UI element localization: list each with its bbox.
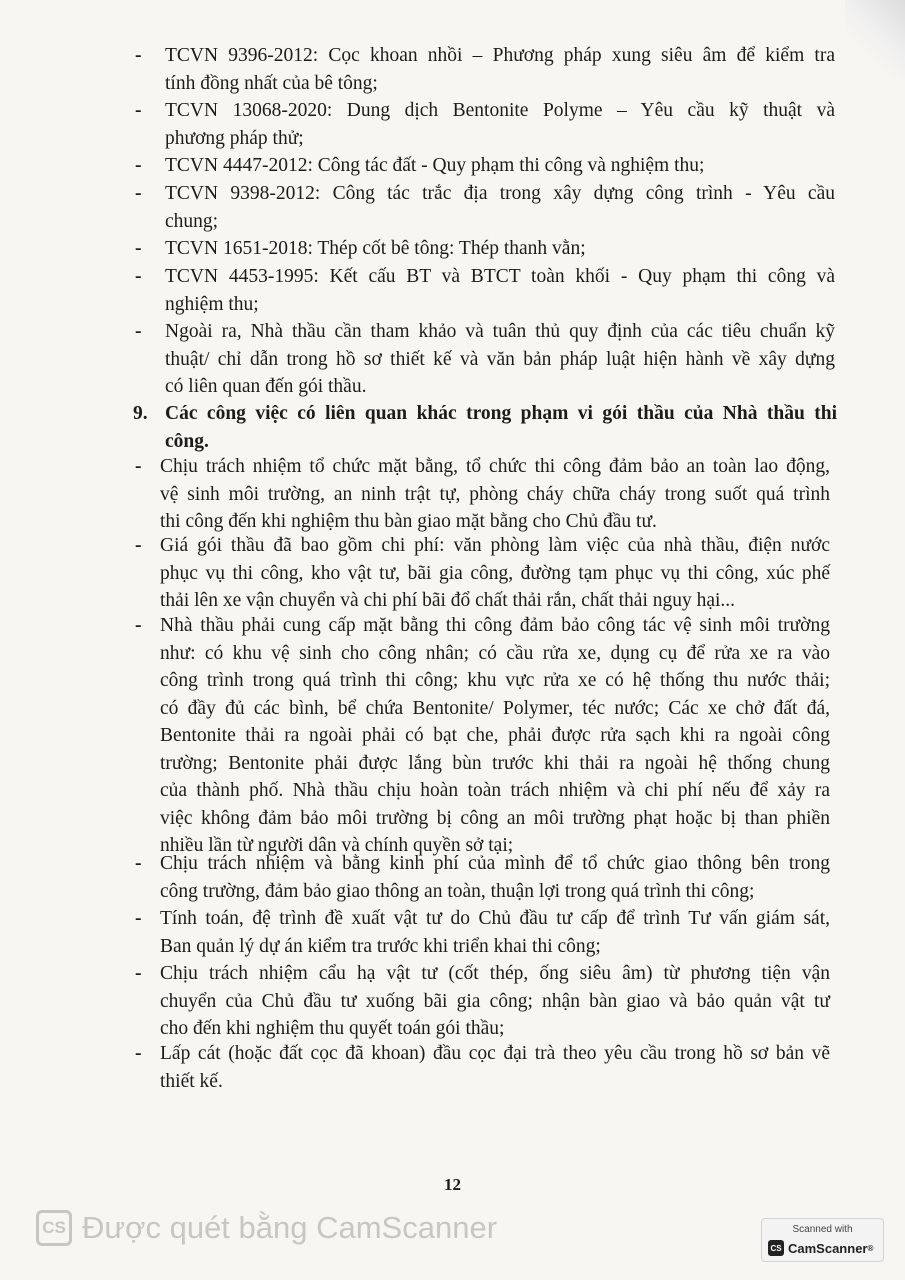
- text-line: chuyển của Chủ đầu tư xuống bãi gia công; nhận bàn giao và bảo quản vật tư: [160, 990, 830, 1012]
- bullet-dash: -: [135, 183, 142, 204]
- text-line: Tính toán, đệ trình đề xuất vật tư do Chủ đầu tư cấp để trình Tư vấn giám sát,: [160, 908, 830, 929]
- list-item-text: [160, 850, 830, 905]
- list-item-text: [165, 180, 835, 235]
- text-line: TCVN 4447-2012: Công tác đất - Quy phạm thi công và nghiệm thu;: [165, 155, 705, 176]
- list-item-text: [165, 152, 835, 180]
- list-item-text: [160, 960, 830, 1043]
- list-item-text: [165, 235, 835, 263]
- camscanner-watermark: [36, 1208, 497, 1248]
- bullet-dash: -: [135, 100, 142, 121]
- text-line: Chịu trách nhiệm và bằng kinh phí của mình để tổ chức giao thông bên trong: [160, 853, 830, 874]
- badge-trademark: ®: [867, 1243, 874, 1253]
- text-line: Lấp cát (hoặc đất cọc đã khoan) đầu cọc đại trà theo yêu cầu trong hồ sơ bản vẽ: [160, 1043, 830, 1064]
- list-item-text: [165, 263, 835, 318]
- camscanner-logo-icon: CS: [36, 1210, 72, 1246]
- text-line: TCVN 4453-1995: Kết cấu BT và BTCT toàn khối - Quy phạm thi công và: [165, 266, 835, 287]
- bullet-dash: -: [135, 963, 142, 984]
- bullet-dash: -: [135, 238, 142, 259]
- text-line: Chịu trách nhiệm cẩu hạ vật tư (cốt thép, ống siêu âm) từ phương tiện vận: [160, 963, 830, 984]
- list-item-text: [160, 905, 830, 960]
- bullet-dash: -: [135, 456, 142, 477]
- text-line: nghiệm thu;: [165, 293, 259, 315]
- list-item-text: [165, 42, 835, 97]
- scanned-with-badge: [761, 1218, 884, 1262]
- bullet-dash: -: [135, 321, 142, 342]
- badge-caption: Scanned with: [792, 1224, 853, 1235]
- text-line: Ban quản lý dự án kiểm tra trước khi triển khai thi công;: [160, 935, 601, 957]
- text-line: cho đến khi nghiệm thu quyết toán gói thầu;: [160, 1018, 505, 1039]
- badge-brand: [768, 1240, 873, 1256]
- bullet-dash: -: [135, 853, 142, 874]
- badge-name: CamScanner: [788, 1240, 868, 1256]
- bullet-dash: -: [135, 615, 142, 636]
- text-line: Giá gói thầu đã bao gồm chi phí: văn phòng làm việc của nhà thầu, điện nước: [160, 535, 830, 556]
- list-item-text: [165, 97, 835, 152]
- bullet-dash: -: [135, 535, 142, 556]
- bullet-dash: -: [135, 266, 142, 287]
- text-line: TCVN 1651-2018: Thép cốt bê tông: Thép thanh vằn;: [165, 238, 586, 259]
- text-line: phương pháp thử;: [165, 127, 304, 149]
- text-line: tính đồng nhất của bê tông;: [165, 72, 378, 94]
- text-line: Chịu trách nhiệm tổ chức mặt bằng, tổ chức thi công đảm bảo an toàn lao động,: [160, 456, 830, 477]
- text-line: công trường, đảm bảo giao thông an toàn, thuận lợi trong quá trình thi công;: [160, 880, 755, 902]
- text-line: thải lên xe vận chuyển và chi phí bãi đổ chất thải rắn, chất thải nguy hại...: [160, 590, 736, 611]
- text-line: chung;: [165, 210, 219, 232]
- camscanner-badge-icon: CS: [768, 1240, 784, 1256]
- text-line: thiết kế.: [160, 1070, 223, 1092]
- section-title-line: Các công việc có liên quan khác trong phạm vi gói thầu của Nhà thầu thi: [165, 403, 837, 424]
- text-line: TCVN 13068-2020: Dung dịch Bentonite Polyme – Yêu cầu kỹ thuật và: [165, 100, 835, 121]
- watermark-text: Được quét bằng CamScanner: [82, 1210, 498, 1245]
- page-number: 12: [444, 1175, 461, 1194]
- list-item-text: [160, 612, 830, 860]
- bullet-dash: -: [135, 45, 142, 66]
- text-line: phục vụ thi công, kho vật tư, bãi gia công, đường tạm phục vụ thi công, xúc phế: [160, 562, 830, 584]
- list-item-text: [165, 318, 835, 401]
- section-title-line: công.: [165, 430, 209, 452]
- text-line: việc không đảm bảo môi trường bị công an môi trường phạt hoặc bị than phiền: [160, 807, 830, 829]
- list-item-text: [160, 453, 830, 536]
- bullet-dash: -: [135, 908, 142, 929]
- text-line: TCVN 9396-2012: Cọc khoan nhồi – Phương pháp xung siêu âm để kiểm tra: [165, 45, 835, 66]
- section-title: [165, 400, 837, 455]
- section-number: 9.: [133, 403, 148, 424]
- text-line: như: có khu vệ sinh cho công nhân; có cầu rửa xe, dụng cụ để rửa xe ra vào: [160, 642, 830, 664]
- text-line: có liên quan đến gói thầu.: [165, 376, 367, 397]
- text-line: công trình trong quá trình thi công; khu vực rửa xe có hệ thống thu nước thải;: [160, 670, 830, 691]
- page-corner-shadow: [845, 0, 905, 80]
- text-line: Nhà thầu phải cung cấp mặt bằng thi công đảm bảo công tác vệ sinh môi trường: [160, 615, 830, 636]
- text-line: nhiều lần từ người dân và chính quyền sở tại;: [160, 835, 514, 856]
- text-line: Ngoài ra, Nhà thầu cần tham khảo và tuân thủ quy định của các tiêu chuẩn kỹ: [165, 321, 835, 342]
- list-item-text: [160, 532, 830, 615]
- bullet-dash: -: [135, 155, 142, 176]
- text-line: vệ sinh môi trường, an ninh trật tự, phòng cháy chữa cháy trong suốt quá trình: [160, 483, 830, 505]
- list-item-text: [160, 1040, 830, 1095]
- text-line: Bentonite thải ra ngoài phải có bạt che, phải được rửa sạch khi ra ngoài công: [160, 725, 830, 746]
- text-line: trường; Bentonite phải được lắng bùn trước khi thải ra ngoài hệ thống chung: [160, 752, 830, 774]
- text-line: thi công đến khi nghiệm thu bàn giao mặt bằng cho Chủ đầu tư.: [160, 511, 657, 532]
- bullet-dash: -: [135, 1043, 142, 1064]
- text-line: TCVN 9398-2012: Công tác trắc địa trong xây dựng công trình - Yêu cầu: [165, 183, 835, 204]
- text-line: của thành phố. Nhà thầu chịu hoàn toàn trách nhiệm và chi phí nếu để xảy ra: [160, 780, 830, 801]
- text-line: có đầy đủ các bình, bể chứa Bentonite/ Polymer, téc nước; Các xe chở đất đá,: [160, 697, 830, 719]
- text-line: thuật/ chỉ dẫn trong hồ sơ thiết kế và văn bản pháp luật hiện hành về xây dựng: [165, 348, 835, 370]
